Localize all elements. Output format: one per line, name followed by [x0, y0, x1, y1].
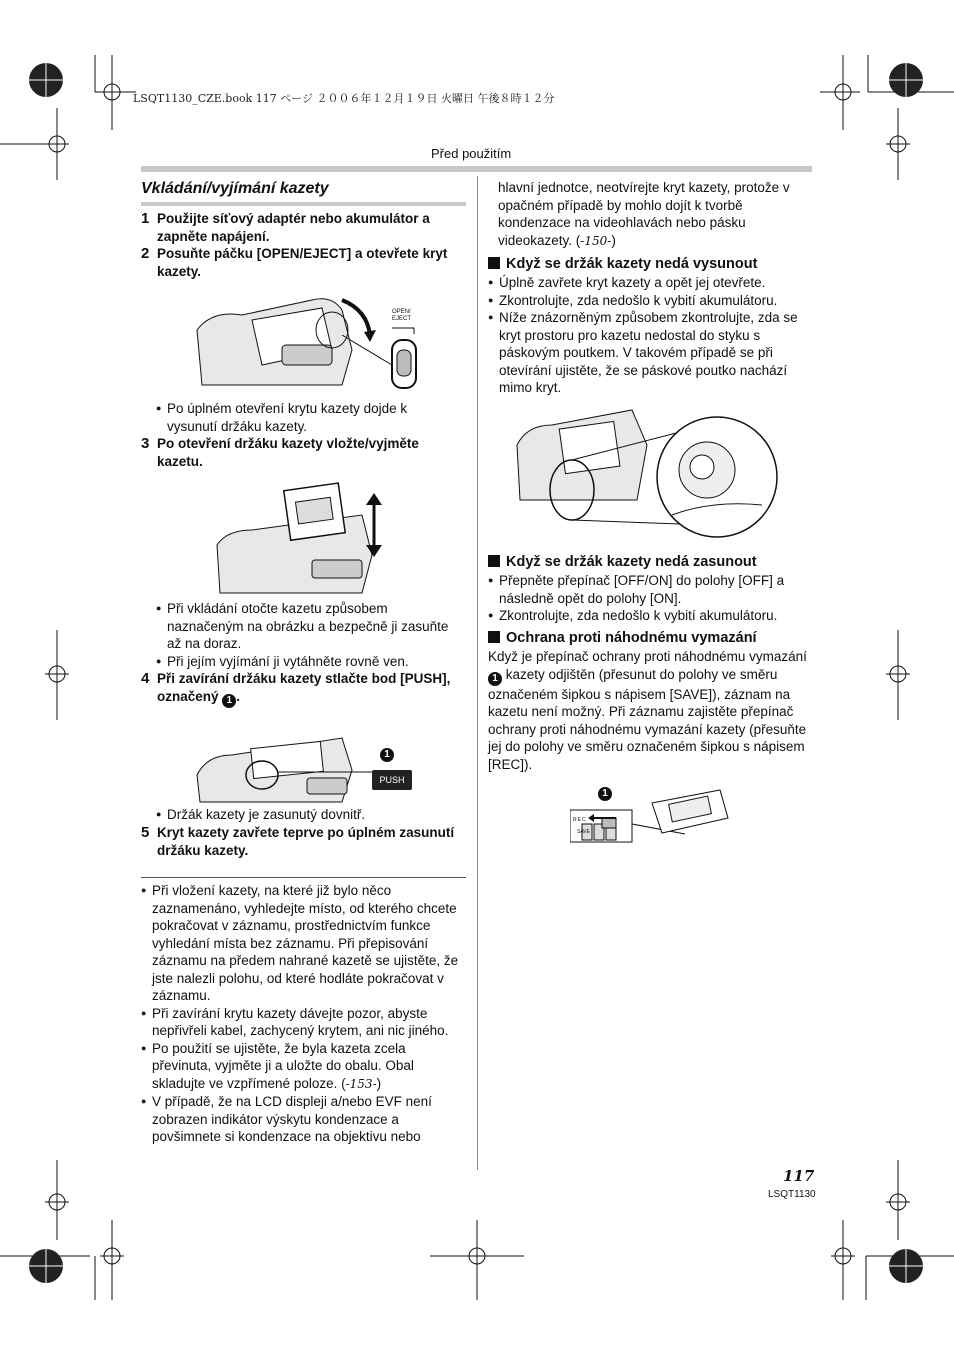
bullet-text: ● Níže znázorněným způsobem zkontrolujte, zda se kryt prostoru pro kazetu nedostal do styku s páskovým poutkem. V takovém případě se při otevírání ujistěte, že se páskové poutko nachází mimo kryt.	[488, 309, 812, 397]
paragraph-b: kazety odjištěn (přesunut do polohy ve směru označeném šipkou s nápisem [SAVE]), záznam na kazetu není možný. Při záznamu zajistěte přepínač ochrany proti náhodnému vymazání kazety (přesuňte jej do polohy ve směru označeném šipkou s nápisem [REC]).	[488, 666, 807, 772]
step-text-a: Při zavírání držáku kazety stlačte bod [PUSH], označený	[157, 671, 451, 704]
callout-marker-1: 1	[380, 748, 394, 762]
list-cannot-eject	[488, 274, 812, 397]
bullet-text: ● V případě, že na LCD displeji a/nebo EVF není zobrazen indikátor výskytu kondenzace a povšimnete si kondenzace na objektivu nebo	[141, 1093, 466, 1146]
bullet-text-tail: )	[376, 1075, 382, 1091]
open-eject-label: OPEN/ EJECT	[392, 309, 412, 322]
section-title: Vkládání/vyjímání kazety	[141, 180, 329, 197]
step-text: Kryt kazety zavřete teprve po úplném zasunutí držáku kazety.	[157, 825, 455, 858]
step-text: Posuňte páčku [OPEN/EJECT] a otevřete kryt kazety.	[157, 246, 448, 279]
bottom-notes	[141, 882, 466, 1146]
square-bullet-icon	[488, 555, 500, 567]
erase-protection-text	[488, 648, 812, 773]
continuation-main: hlavní jednotce, neotvírejte kryt kazety, protože v opačném případě by mohlo dojít k tvorbě kondenzace na videohlavách nebo pásku videokazety. (	[498, 180, 790, 248]
square-bullet-icon	[488, 631, 500, 643]
save-label: SAVE	[577, 829, 590, 835]
subheading-text: Když se držák kazety nedá zasunout	[506, 554, 757, 570]
bullet-text	[141, 1040, 466, 1094]
bullet-text-main: Po použití se ujistěte, že byla kazeta zcela převinuta, vyjměte ji a uložte do obalu. Obal skladujte ve vzpřímené poloze. (	[152, 1040, 414, 1091]
section-rule	[141, 202, 466, 206]
subheading-text: Když se držák kazety nedá vysunout	[506, 256, 758, 272]
page-reference: -153-	[345, 1076, 377, 1091]
step-number: 3	[141, 435, 150, 452]
continuation-tail: )	[611, 232, 616, 248]
subheading-cannot-eject	[488, 256, 757, 272]
callout-marker-1: 1	[222, 694, 236, 708]
step-number: 5	[141, 824, 150, 841]
push-label: PUSH	[372, 770, 412, 790]
paragraph-a: Když je přepínač ochrany proti náhodnému vymazání	[488, 649, 807, 664]
step-number: 1	[141, 210, 150, 227]
page-reference: -150-	[580, 233, 612, 248]
step-text	[157, 670, 466, 708]
bullet-text: ● Při zavírání krytu kazety dávejte pozor, abyste nepřivřeli kabel, zachycený krytem, ani nic jiného.	[141, 1005, 466, 1040]
running-title: Před použitím	[431, 146, 512, 161]
step-number: 4	[141, 670, 150, 687]
cassette-insert-illustration	[212, 475, 392, 595]
camera-open-eject-illustration	[192, 290, 432, 390]
cassette-protection-illustration	[570, 778, 740, 848]
notes-rule	[141, 877, 466, 878]
bullet-text: ● Úplně zavřete kryt kazety a opět jej otevřete.	[488, 274, 812, 292]
list-cannot-insert	[488, 572, 812, 625]
note-step-2	[156, 400, 456, 435]
cassette-push-illustration	[192, 730, 422, 805]
header-rule	[141, 166, 812, 172]
rec-label: REC	[573, 817, 587, 823]
bullet-text: ● Při vkládání otočte kazetu způsobem naznačeným na obrázku a bezpečně ji zasuňte až na doraz.	[156, 600, 456, 653]
subheading-erase-protection	[488, 630, 757, 646]
step-text: Po otevření držáku kazety vložte/vyjměte kazetu.	[157, 436, 419, 469]
notes-step-3	[156, 600, 456, 670]
model-code: LSQT1130	[768, 1189, 816, 1200]
bullet-text: ● Po úplném otevření krytu kazety dojde k vysunutí držáku kazety.	[156, 400, 456, 435]
subheading-text: Ochrana proti náhodnému vymazání	[506, 630, 757, 646]
note-step-4	[156, 806, 456, 824]
step-text: Použijte síťový adaptér nebo akumulátor a zapněte napájení.	[157, 211, 430, 244]
bullet-text: ● Držák kazety je zasunutý dovnitř.	[156, 806, 456, 824]
callout-marker-1: 1	[598, 787, 612, 801]
bullet-text: ● Při jejím vyjímání ji vytáhněte rovně ven.	[156, 653, 456, 671]
step-number: 2	[141, 245, 150, 262]
tape-loop-illustration	[512, 405, 782, 545]
bullet-text: ● Zkontrolujte, zda nedošlo k vybití akumulátoru.	[488, 292, 812, 310]
step-text-b: .	[236, 689, 241, 704]
file-info-line: LSQT1130_CZE.book 117 ページ ２００６年１２月１９日 火曜日 午後８時１２分	[133, 92, 555, 105]
page-number: 117	[783, 1167, 815, 1185]
square-bullet-icon	[488, 257, 500, 269]
bullet-text: ● Zkontrolujte, zda nedošlo k vybití akumulátoru.	[488, 607, 812, 625]
subheading-cannot-insert	[488, 554, 757, 570]
bullet-text: ● Přepněte přepínač [OFF/ON] do polohy [OFF] a následně opět do polohy [ON].	[488, 572, 812, 607]
column-divider	[477, 176, 478, 1170]
continuation-text	[498, 179, 812, 250]
bullet-text: ● Při vložení kazety, na které již bylo něco zaznamenáno, vyhledejte místo, od kterého chcete pokračovat v záznamu, prostřednictvím funkce vyhledání místa bez záznamu. Při přepisování záznamu na předem nahrané kazetě se ujistěte, že jste nalezli polohu, od které hodláte pokračovat v záznamu.	[141, 882, 466, 1005]
callout-marker-1: 1	[488, 672, 502, 686]
